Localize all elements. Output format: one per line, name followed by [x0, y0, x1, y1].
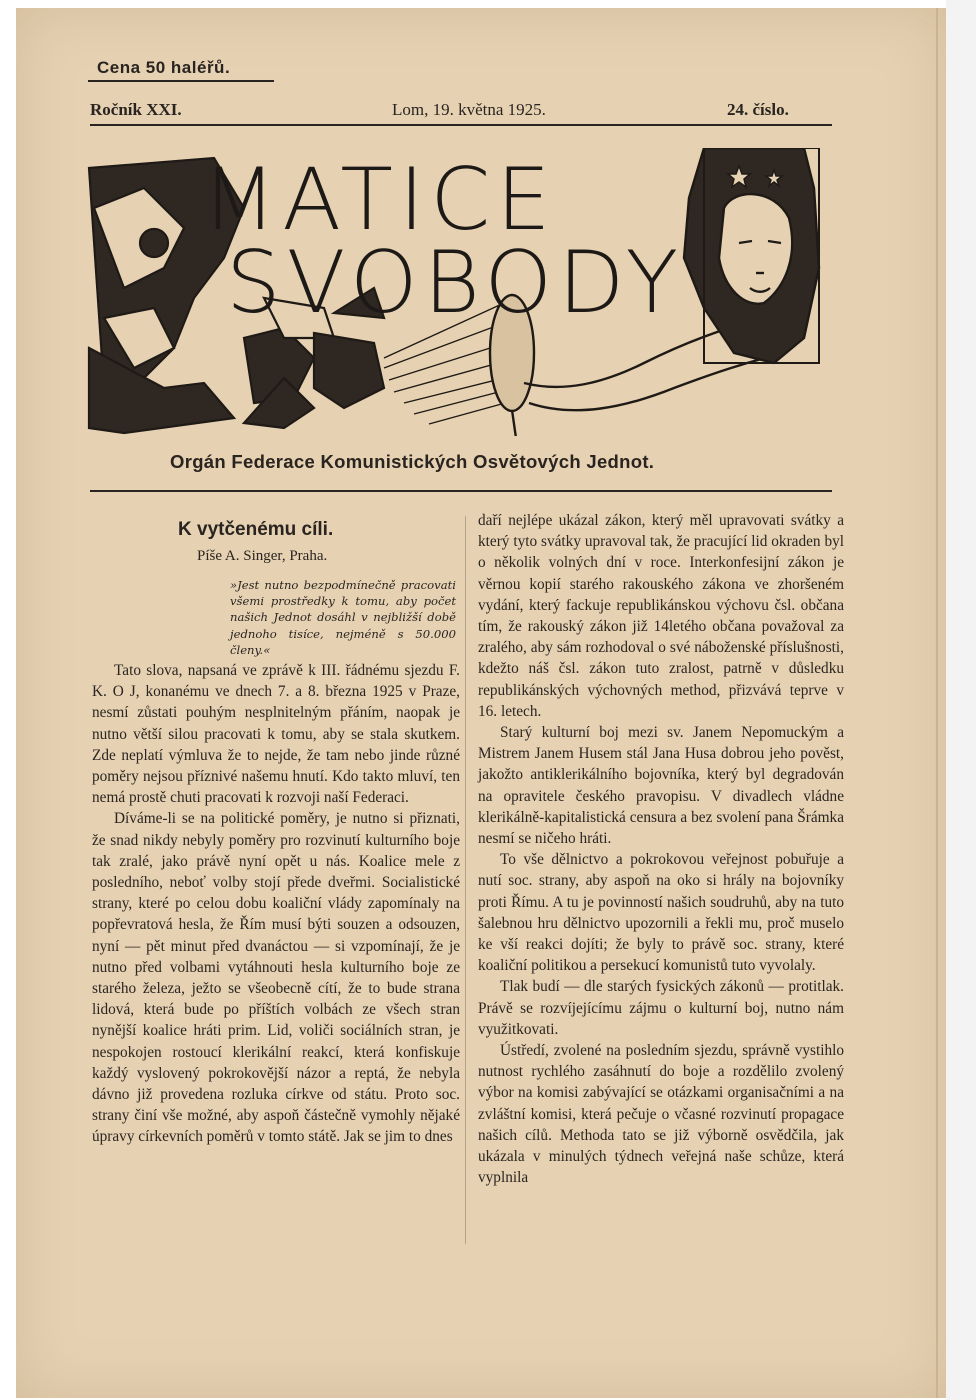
- article-column-right: [478, 510, 844, 1189]
- issue-number: 24. číslo.: [727, 100, 789, 119]
- masthead-subtitle: Orgán Federace Komunistických Osvětových Jednot.: [170, 451, 655, 472]
- paragraph: Starý kulturní boj mezi sv. Janem Nepomuckým a Mistrem Janem Husem stál Jana Husa dobrou jeho pověst, jakožto antiklerikálního bojovníka, který byl degradován na opravitele českého pravopisu. V divadlech vládne klerikálně-kapitalistická censura a bez svolení pana Šrámka nesmí se ničeho hráti.: [478, 724, 844, 848]
- price-underline: [88, 80, 274, 82]
- price-label: Cena 50 haléřů.: [97, 58, 231, 77]
- paragraph: Tato slova, napsaná ve zprávě k III. řádnému sjezdu F. K. O J, konanému ve dnech 7. a 8. března 1925 v Praze, nesmí zůstati pouhým nesplnitelným přáním, naopak je nutno větší silou pracovati k tomu, aby se stala skutkem. Zde neplatí výmluva že to nejde, že tam nebo jinde různé poměry nejsou příznivé našemu hnutí. Kdo takto mluví, ten nemá prostě chuti pracovati k rozvoji naší Federaci.: [92, 662, 460, 807]
- page-fold: [936, 8, 938, 1398]
- article-byline: Píše A. Singer, Praha.: [197, 548, 328, 564]
- article-title: K vytčenému cíli.: [178, 519, 334, 540]
- article-epigraph: »Jest nutno bezpodmínečně pracovati všemi prostředky k tomu, aby počet našich Jednot dosáhl v nejbližší době jednoho tisíce, nejméně s 50.000 členy.«: [230, 578, 456, 657]
- column-divider: [465, 516, 466, 1244]
- masthead-title-line2: SVOBODY: [226, 233, 685, 333]
- header-rule-bottom: [90, 490, 832, 492]
- scan-background: [946, 0, 976, 1400]
- paragraph: Ústředí, zvolené na posledním sjezdu, správně vystihlo nutnost rychlého zasáhnutí do boje a rozdělilo zvolený výbor na komisi zabývající se otázkami organisačními a na zvláštní komisi, která pečuje o včasné rozvinutí propagace našich cílů. Methoda tato se již výborně osvědčila, jak ukázala v minulých týdnech veřejná naše schůze, která vyplnila: [478, 1042, 844, 1187]
- masthead-illustration: [84, 148, 834, 436]
- article-column-left: [92, 660, 460, 1148]
- paragraph: daří nejlépe ukázal zákon, který měl upravovati svátky a který tyto svátky upravoval tak, že pracující lid okraden byl o několik volných dní v roce. Interkonfesijní zákon je věrnou kopií starého rakouského zákona ve zhoršeném vydání, který fackuje republikánskou výchovu čsl. občana tím, že rakouský zákon již 14letého občana považoval za zralého, aby sám rozhodoval o své náboženské příslušnosti, kdežto náš čsl. zákon tuto zralost, patrně v důsledku republikánských výchovných method, přizvává teprve v 16. letech.: [478, 512, 844, 720]
- masthead-title-line1: MATICE: [202, 150, 557, 250]
- place-date: Lom, 19. května 1925.: [392, 100, 546, 119]
- paragraph: Díváme-li se na politické poměry, je nutno si přiznati, že snad nikdy nebyly poměry pro rozvinutí kulturního boje tak zralé, jako právě nyní opět u nás. Koalice mele z posledního, neboť volby stojí přede dveřmi. Socialistické strany, které po celou dobu koaliční vlády zapomínaly na popřevratová hesla, že Řím musí býti souzen a odsouzen, nyní — pět minut před dvanáctou — si vzpomínají, že je nutno před volbami vytáhnouti hesla kulturního boje ze starého železa, ježto se všeobecně cítí, že to bude strana lidová, která bude po příštích volbách ze všech stran nynější koalice hráti prim. Lid, voliči sociálních stran, je nespokojen rostoucí klerikální reakcí, která konfiskuje každý vyslovený pokrokovější názor a reptá, že nebyla dávno již provedena rozluka církve od státu. Proto soc. strany činí vše možné, aby aspoň částečně vymohly nějaké úpravy církevních poměrů v tomto státě. Jak se jim to dnes: [92, 810, 460, 1146]
- volume-label: Ročník XXI.: [90, 100, 182, 119]
- paragraph: To vše dělnictvo a pokrokovou veřejnost pobuřuje a nutí soc. strany, aby aspoň na oko si hrály na bojovníky proti Římu. A tu je povinností našich soudruhů, aby na tuto šalebnou hru dělnictvo upozornili a řekli mu, proč muselo ke vší reakci dojíti; že byly to právě soc. strany, které koaliční politikou a persekucí komunistů tuto vyvolaly.: [478, 851, 844, 975]
- paragraph: Tlak budí — dle starých fysických zákonů — protitlak. Právě se rozvíjejícímu zájmu o kulturní boj, nutno nám využitkovati.: [478, 978, 844, 1038]
- header-rule-top: [90, 124, 832, 126]
